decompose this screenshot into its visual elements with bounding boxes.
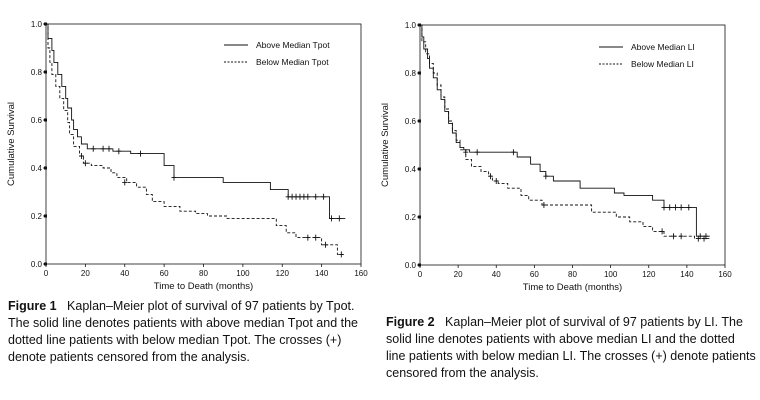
fig1-censor-mark-1 bbox=[171, 175, 176, 181]
fig2-x-tick-label: 80 bbox=[568, 270, 577, 279]
fig1-x-tick-label: 100 bbox=[236, 269, 250, 278]
km-plot-2 bbox=[380, 0, 760, 305]
fig1-censor-mark-1 bbox=[116, 148, 121, 154]
figure-1-caption-text: Kaplan–Meier plot of survival of 97 patients by Tpot. The solid line denotes patients with above median Tpot and the dotted line patients with below median Tpot. The crosses (+) denote patients censored from the analysis. bbox=[8, 299, 358, 364]
fig1-y-tick-square bbox=[44, 263, 47, 266]
fig2-censor-mark-1 bbox=[686, 204, 691, 210]
fig1-x-tick-label: 160 bbox=[354, 269, 368, 278]
fig1-y-tick-square bbox=[44, 71, 47, 74]
fig2-y-tick-label: 1.0 bbox=[404, 21, 416, 30]
figure-1-caption bbox=[8, 298, 363, 366]
fig1-y-tick-label: 0.0 bbox=[30, 260, 42, 269]
fig2-censor-mark-1 bbox=[475, 149, 480, 155]
fig1-censor-mark-1 bbox=[101, 146, 106, 152]
fig1-censor-mark-1 bbox=[138, 151, 143, 157]
fig1-x-tick-label: 80 bbox=[199, 269, 208, 278]
fig2-y-tick-label: 0.4 bbox=[404, 165, 416, 174]
fig1-y-tick-label: 1.0 bbox=[30, 20, 42, 29]
km-plot-2-layer bbox=[380, 21, 732, 293]
fig2-y-tick-square bbox=[418, 120, 421, 123]
fig1-x-tick-label: 20 bbox=[80, 269, 90, 278]
fig1-x-tick-label: 120 bbox=[275, 269, 289, 278]
fig1-censor-mark-1 bbox=[337, 215, 342, 221]
fig1-x-axis-label: Time to Death (months) bbox=[153, 281, 254, 292]
fig2-censor-mark-1 bbox=[543, 173, 548, 179]
fig2-y-tick-label: 0.0 bbox=[404, 261, 416, 270]
fig2-series-line-2 bbox=[420, 25, 710, 239]
figure-2-caption-text: Kaplan–Meier plot of survival of 97 patients by LI. The solid line denotes patients with above median LI and the dotted line patients with below median LI. The crosses (+) denote patients censored from the analysis. bbox=[386, 315, 756, 380]
fig2-legend-label-1: Above Median LI bbox=[631, 42, 695, 52]
fig2-x-tick-label: 100 bbox=[603, 270, 618, 279]
fig2-censor-mark-2 bbox=[671, 233, 676, 239]
fig2-y-tick-square bbox=[418, 168, 421, 171]
fig2-y-tick-label: 0.6 bbox=[404, 117, 416, 126]
fig2-y-tick-label: 0.8 bbox=[404, 69, 416, 78]
fig2-x-tick-label: 0 bbox=[417, 270, 423, 279]
fig1-censor-mark-2 bbox=[313, 235, 318, 241]
fig1-censor-mark-1 bbox=[321, 194, 326, 200]
fig2-x-tick-label: 20 bbox=[453, 270, 463, 279]
fig1-y-tick-label: 0.8 bbox=[30, 68, 42, 77]
fig1-legend-label-2: Below Median Tpot bbox=[256, 57, 329, 67]
fig1-x-tick-label: 40 bbox=[120, 269, 130, 278]
fig1-y-tick-label: 0.6 bbox=[30, 116, 42, 125]
fig2-censor-mark-1 bbox=[673, 204, 678, 210]
fig2-series-line-1 bbox=[420, 25, 710, 236]
fig2-censor-mark-2 bbox=[541, 202, 546, 208]
fig2-y-tick-square bbox=[418, 264, 421, 267]
figure-2-caption-label: Figure 2 bbox=[386, 315, 435, 329]
fig1-censor-mark-1 bbox=[107, 146, 112, 152]
fig1-censor-mark-1 bbox=[91, 146, 96, 152]
fig2-x-tick-label: 40 bbox=[491, 270, 501, 279]
fig1-censor-mark-1 bbox=[305, 194, 310, 200]
fig2-censor-mark-2 bbox=[679, 233, 684, 239]
km-plot-1 bbox=[0, 0, 380, 300]
fig2-legend-label-2: Below Median LI bbox=[631, 59, 694, 69]
fig2-censor-mark-1 bbox=[667, 204, 672, 210]
fig1-censor-mark-1 bbox=[313, 194, 318, 200]
fig2-y-tick-label: 0.2 bbox=[404, 213, 416, 222]
fig2-censor-mark-1 bbox=[679, 204, 684, 210]
fig2-y-tick-square bbox=[418, 216, 421, 219]
fig2-x-tick-label: 140 bbox=[680, 270, 694, 279]
fig1-censor-mark-2 bbox=[83, 160, 88, 166]
fig2-y-axis-label: Cumulative Survival bbox=[380, 103, 391, 187]
fig1-y-tick-label: 0.2 bbox=[30, 212, 42, 221]
fig2-censor-mark-1 bbox=[511, 149, 516, 155]
fig1-series-line-1 bbox=[46, 24, 345, 218]
figure-1-caption-label: Figure 1 bbox=[8, 299, 57, 313]
km-plot-1-layer bbox=[6, 20, 368, 292]
fig2-x-tick-label: 160 bbox=[718, 270, 732, 279]
fig1-legend-label-1: Above Median Tpot bbox=[256, 40, 330, 50]
fig1-x-tick-label: 140 bbox=[314, 269, 329, 278]
fig1-x-tick-label: 60 bbox=[159, 269, 169, 278]
figure-2-caption bbox=[386, 314, 756, 382]
fig1-x-tick-label: 0 bbox=[43, 269, 49, 278]
fig2-x-tick-label: 120 bbox=[642, 270, 656, 279]
fig1-y-tick-square bbox=[44, 215, 47, 218]
fig1-y-axis-label: Cumulative Survival bbox=[6, 102, 17, 186]
fig2-x-tick-label: 60 bbox=[529, 270, 539, 279]
fig1-censor-mark-2 bbox=[339, 251, 344, 257]
fig1-censor-mark-2 bbox=[323, 242, 328, 248]
fig1-y-tick-square bbox=[44, 119, 47, 122]
fig2-x-axis-label: Time to Death (months) bbox=[522, 282, 623, 293]
fig1-y-tick-label: 0.4 bbox=[30, 164, 42, 173]
fig1-censor-mark-2 bbox=[305, 235, 310, 241]
fig2-censor-mark-1 bbox=[662, 204, 667, 210]
fig1-y-tick-square bbox=[44, 167, 47, 170]
fig2-y-tick-square bbox=[418, 72, 421, 75]
